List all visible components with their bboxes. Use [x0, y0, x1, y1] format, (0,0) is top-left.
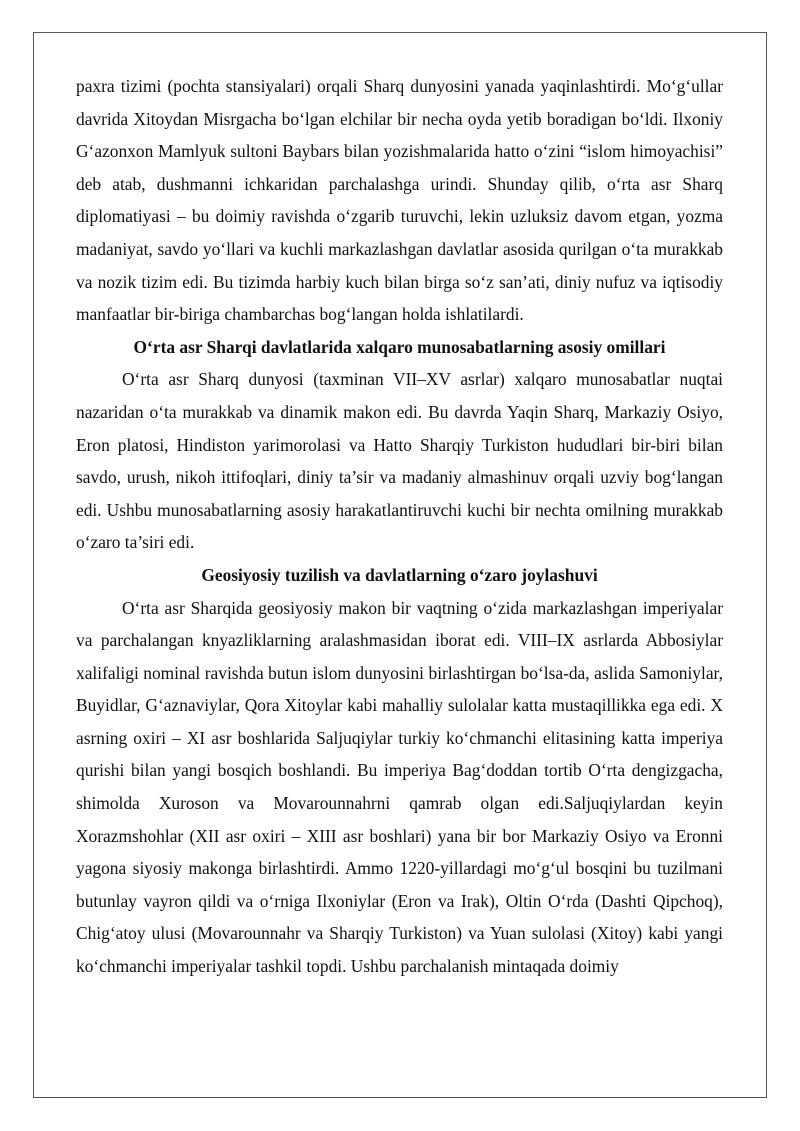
- document-body: [76, 70, 723, 983]
- paragraph-eastern-world-overview: O‘rta asr Sharq dunyosi (taxminan VII–XV asrlar) xalqaro munosabatlar nuqtai nazaridan o‘ta murakkab va dinamik makon edi. Bu davrda Yaqin Sharq, Markaziy Osiyo, Eron platosi, Hindiston yarimorolasi va Hatto Sharqiy Turkiston hududlari bir-biri bilan savdo, urush, nikoh ittifoqlari, diniy ta’sir va madaniy almashinuv orqali uzviy bog‘langan edi. Ushbu munosabatlarning asosiy harakatlantiruvchi kuchi bir nechta omilning murakkab o‘zaro ta’siri edi.: [76, 369, 723, 553]
- paragraph-geopolitical-space: O‘rta asr Sharqida geosiyosiy makon bir vaqtning o‘zida markazlashgan imperiyalar va parchalangan knyazliklarning aralashmasidan iborat edi. VIII–IX asrlarda Abbosiylar xalifaligi nominal ravishda butun islom dunyosini birlashtirgan bo‘lsa-da, aslida Samoniylar, Buyidlar, G‘aznaviylar, Qora Xitoylar kabi mahalliy sulolalar katta mustaqillikka ega edi. X asrning oxiri – XI asr boshlarida Saljuqiylar turkiy ko‘chmanchi elitasining katta imperiya qurishi bilan yangi bosqich boshlandi. Bu imperiya Bag‘doddan tortib O‘rta dengizgacha, shimolda Xuroson va Movarounnahrni qamrab olgan edi.Saljuqiylardan keyin Xorazmshohlar (XII asr oxiri – XIII asr boshlari) yana bir bor Markaziy Osiyo va Eronni yagona siyosiy makonga birlashtirdi. Ammo 1220-yillardagi mo‘g‘ul bosqini bu tuzilmani butunlay vayron qildi va o‘rniga Ilxoniylar (Eron va Irak), Oltin O‘rda (Dashti Qipchoq), Chig‘atoy ulusi (Movarounnahr va Sharqiy Turkiston) va Yuan sulolasi (Xitoy) kabi yangi ko‘chmanchi imperiyalar tashkil topdi. Ushbu parchalanish mintaqada doimiy: [76, 597, 723, 977]
- paragraph-diplomacy-summary: paxra tizimi (pochta stansiyalari) orqali Sharq dunyosini yanada yaqinlashtirdi. Mo‘g‘ullar davrida Xitoydan Misrgacha bo‘lgan elchilar bir necha oyda yetib boradigan bo‘ldi. Ilxoniy G‘azonxon Mamlyuk sultoni Baybars bilan yozishmalarida hatto o‘zini “islom himoyachisi” deb atab, dushmanni ichkaridan parchalashga urindi. Shunday qilib, o‘rta asr Sharq diplomatiyasi – bu doimiy ravishda o‘zgarib turuvchi, lekin uzluksiz davom etgan, yozma madaniyat, savdo yo‘llari va kuchli markazlashgan davlatlar asosida qurilgan o‘ta murakkab va nozik tizim edi. Bu tizimda harbiy kuch bilan birga so‘z san’ati, diniy nufuz va iqtisodiy manfaatlar bir-biriga chambarchas bog‘langan holda ishlatilardi.: [76, 76, 723, 325]
- section-heading-main-factors: O‘rta asr Sharqi davlatlarida xalqaro munosabatlarning asosiy omillari: [133, 336, 666, 357]
- section-heading-geopolitical-structure: Geosiyosiy tuzilish va davlatlarning o‘zaro joylashuvi: [201, 564, 598, 585]
